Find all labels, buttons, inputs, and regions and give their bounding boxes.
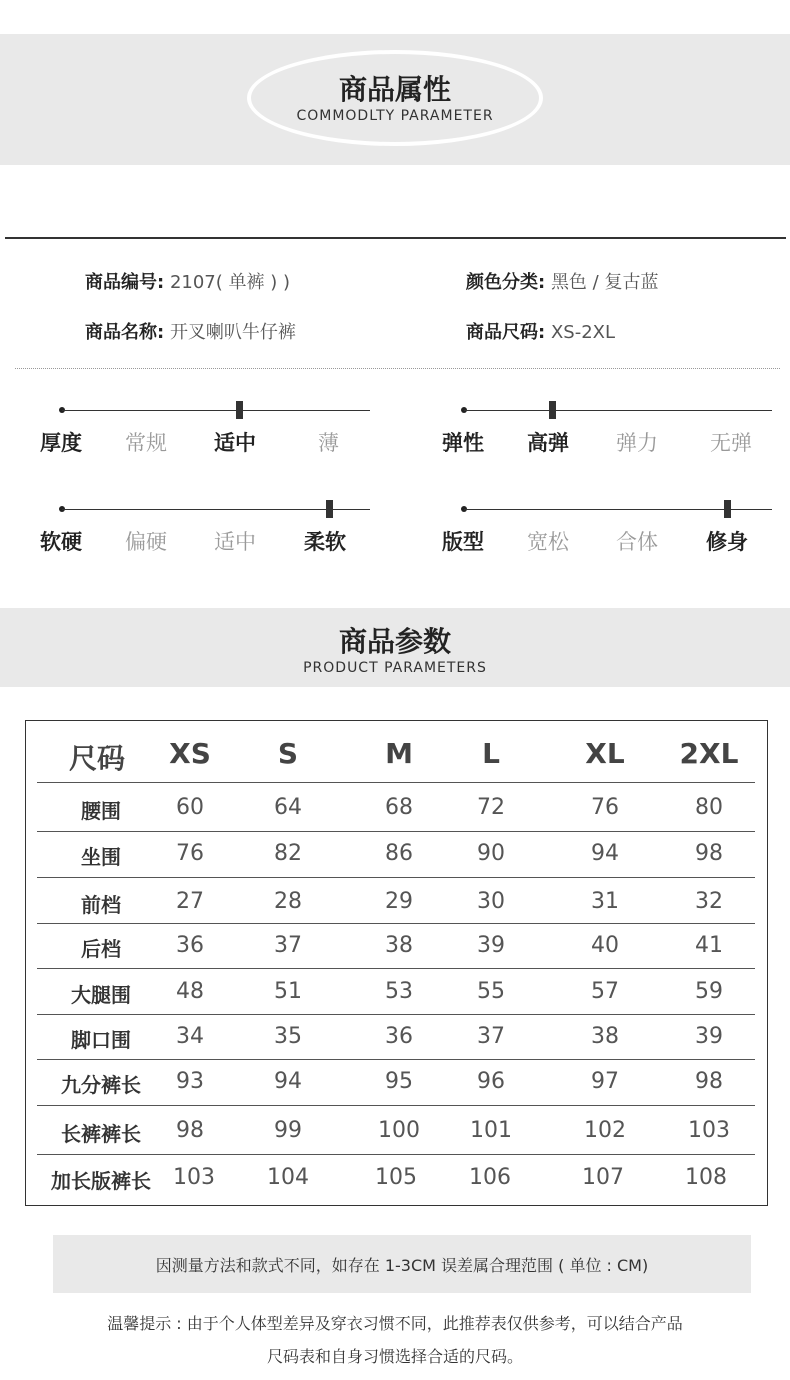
attribute-label: 厚度 [40,431,82,455]
table-cell: 59 [695,979,723,1004]
table-cell: 108 [685,1165,727,1190]
slider-marker [549,401,556,419]
table-cell: 104 [267,1165,309,1190]
table-cell: 30 [477,889,505,914]
attribute-option-selected: 高弹 [527,431,569,455]
table-cell: 34 [176,1024,204,1049]
product-name-label: 商品名称: [85,322,165,343]
slider-track [464,410,772,411]
table-cell: 96 [477,1069,505,1094]
table-cell: 31 [591,889,619,914]
table-cell: 97 [591,1069,619,1094]
slider-marker [236,401,243,419]
parameters-title: 商品参数 [338,625,451,658]
table-cell: 60 [176,795,204,820]
table-cell: 38 [385,933,413,958]
table-cell: 28 [274,889,302,914]
color-category-label: 颜色分类: [466,272,546,293]
attribute-option: 弹力 [616,431,658,455]
attribute-option-selected: 柔软 [304,530,346,554]
attributes-title: 商品属性 [338,73,451,106]
table-cell: 39 [695,1024,723,1049]
table-cell: 29 [385,889,413,914]
attribute-option: 薄 [318,431,339,455]
table-cell: 107 [582,1165,624,1190]
table-cell: 95 [385,1069,413,1094]
attributes-subtitle: COMMODLTY PARAMETER [296,108,494,124]
table-row-label: 前档 [81,893,121,917]
attribute-label: 弹性 [442,431,484,455]
attribute-option: 偏硬 [125,530,167,554]
table-cell: 93 [176,1069,204,1094]
product-name-value: 开叉喇叭牛仔裤 [169,322,296,343]
product-code-label: 商品编号: [85,272,165,293]
product-code-value: 2107( 单裤 ) ) [169,272,290,293]
table-cell: 36 [176,933,204,958]
table-cell: 106 [469,1165,511,1190]
table-cell: 98 [695,841,723,866]
table-row-label: 大腿围 [71,983,131,1007]
slider-marker [724,500,731,518]
table-row-divider [37,1014,755,1015]
table-cell: 32 [695,889,723,914]
table-row-divider [37,923,755,924]
table-row-divider [37,1105,755,1106]
table-cell: 37 [274,933,302,958]
size-header-cell: L [482,737,500,770]
table-cell: 101 [470,1118,512,1143]
size-header-cell: 2XL [679,737,739,770]
table-row-label: 后档 [81,937,121,961]
table-row-label: 长裤裤长 [61,1122,141,1146]
table-cell: 100 [378,1118,420,1143]
table-row-divider [37,831,755,832]
table-cell: 41 [695,933,723,958]
table-cell: 76 [591,795,619,820]
table-cell: 57 [591,979,619,1004]
table-row-label: 九分裤长 [61,1073,141,1097]
attribute-option: 无弹 [710,431,752,455]
table-row-label: 加长版裤长 [51,1169,151,1193]
color-category-value: 黑色 / 复古蓝 [550,272,659,293]
attribute-label: 软硬 [40,530,82,554]
size-header-cell: S [277,737,299,770]
color-category [466,268,658,294]
table-cell: 86 [385,841,413,866]
table-cell: 27 [176,889,204,914]
table-cell: 39 [477,933,505,958]
attribute-option: 合体 [616,530,658,554]
attribute-option: 适中 [214,530,256,554]
product-name [85,318,296,344]
table-cell: 82 [274,841,302,866]
table-cell: 80 [695,795,723,820]
product-code [85,268,290,294]
table-row-label: 脚口围 [71,1028,131,1052]
product-size-value: XS-2XL [550,322,616,343]
size-header-cell: XL [585,737,625,770]
product-size-label: 商品尺码: [466,322,546,343]
table-cell: 98 [176,1118,204,1143]
slider-track [62,509,370,510]
table-cell: 99 [274,1118,302,1143]
dotted-divider [15,368,780,369]
parameters-subtitle: PRODUCT PARAMETERS [303,660,487,676]
table-cell: 72 [477,795,505,820]
table-cell: 90 [477,841,505,866]
table-row-divider [37,782,755,783]
tip-line-2: 尺码表和自身习惯选择合适的尺码。 [266,1347,523,1366]
attribute-option: 常规 [125,431,167,455]
table-cell: 64 [274,795,302,820]
table-cell: 102 [584,1118,626,1143]
section-divider [5,237,786,239]
attribute-label: 版型 [442,530,484,554]
table-cell: 40 [591,933,619,958]
table-cell: 38 [591,1024,619,1049]
table-cell: 94 [274,1069,302,1094]
table-cell: 53 [385,979,413,1004]
table-cell: 94 [591,841,619,866]
slider-marker [326,500,333,518]
product-size [466,318,615,344]
table-cell: 51 [274,979,302,1004]
slider-track [62,410,370,411]
table-row-divider [37,1059,755,1060]
size-column-header-label: 尺码 [69,742,126,775]
attribute-option-selected: 修身 [706,530,748,554]
table-cell: 36 [385,1024,413,1049]
attribute-option: 宽松 [527,530,569,554]
table-row-label: 坐围 [81,845,121,869]
table-cell: 68 [385,795,413,820]
table-cell: 55 [477,979,505,1004]
table-cell: 48 [176,979,204,1004]
tip-line-1: 温馨提示 : 由于个人体型差异及穿衣习惯不同，此推荐表仅供参考，可以结合产品 [107,1314,683,1333]
table-cell: 98 [695,1069,723,1094]
table-cell: 103 [688,1118,730,1143]
table-row-divider [37,968,755,969]
table-cell: 76 [176,841,204,866]
table-cell: 105 [375,1165,417,1190]
table-row-divider [37,877,755,878]
table-cell: 103 [173,1165,215,1190]
size-header-cell: XS [169,737,211,770]
size-header-cell: M [385,737,413,770]
table-row-divider [37,1154,755,1155]
table-row-label: 腰围 [81,799,121,823]
table-cell: 37 [477,1024,505,1049]
measurement-note: 因测量方法和款式不同，如存在 1-3CM 误差属合理范围 ( 单位 : CM) [155,1256,649,1275]
attribute-option-selected: 适中 [214,431,256,455]
table-cell: 35 [274,1024,302,1049]
